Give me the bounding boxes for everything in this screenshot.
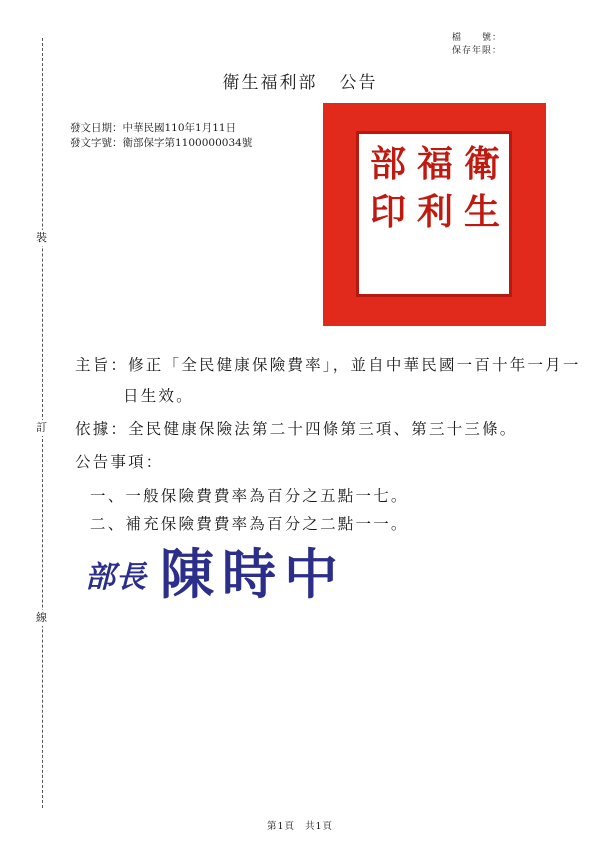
notice-header: 公告事項： <box>75 453 164 471</box>
notice-item-1: 一、一般保險費費率為百分之五點一七。 <box>90 487 409 505</box>
seal-column-1: 衛 生 <box>463 143 500 233</box>
page-title <box>0 68 600 93</box>
subject-line-1: 主旨：修正「全民健康保險費率」，並自中華民國一百十年一月一 <box>75 356 581 374</box>
signature-name: 陳時中 <box>160 543 346 606</box>
binding-char-zhuang: 裝 <box>36 231 47 244</box>
official-seal <box>323 103 546 326</box>
binding-char-ding: 訂 <box>36 421 47 434</box>
retention-label: 保存年限： <box>452 46 503 56</box>
page-footer <box>0 818 600 832</box>
issue-date: 發文日期：中華民國110年1月11日 <box>70 122 237 134</box>
agency-name: 衛生福利部 <box>222 73 318 93</box>
page-number: 第1頁 <box>266 821 295 832</box>
page-total: 共1頁 <box>305 821 334 832</box>
signature-title: 部長 <box>85 560 147 595</box>
reference-number: 發文字號：衛部保字第1100000034號 <box>70 137 253 149</box>
document-type: 公告 <box>339 73 378 93</box>
seal-column-3: 部 印 <box>369 143 406 233</box>
file-number-label: 檔 號： <box>452 33 503 43</box>
seal-inner-frame <box>356 131 512 297</box>
seal-column-2: 福 利 <box>416 143 453 233</box>
basis-line: 依據：全民健康保險法第二十四條第三項、第三十三條。 <box>75 420 518 438</box>
subject-line-2: 日生效。 <box>123 387 194 405</box>
binding-char-xian: 線 <box>36 611 47 624</box>
notice-item-2: 二、補充保險費費率為百分之二點一一。 <box>90 515 409 533</box>
